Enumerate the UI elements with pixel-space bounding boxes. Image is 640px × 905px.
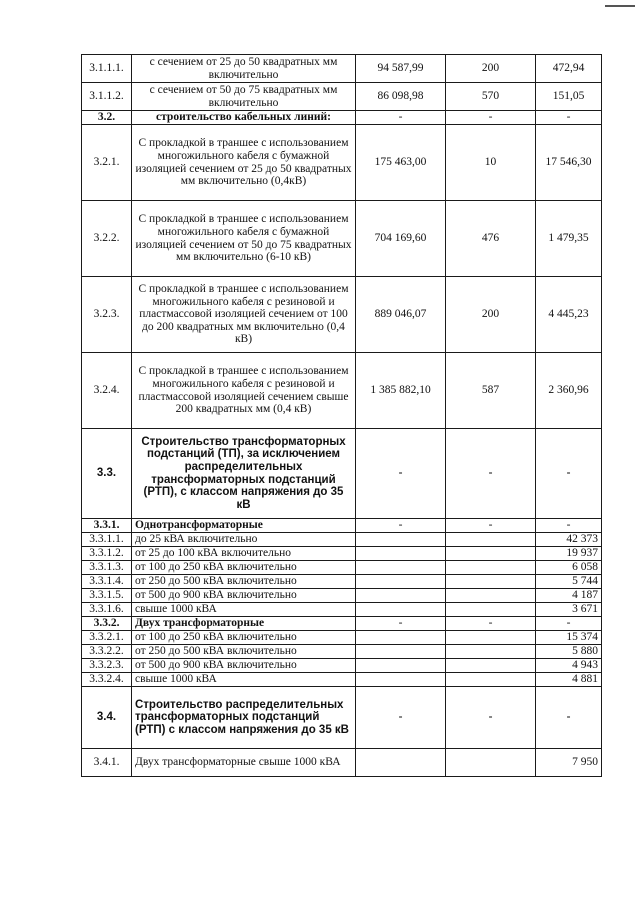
row-unit-rate: 5 880 [536, 645, 602, 659]
row-length: - [446, 617, 536, 631]
row-length [446, 533, 536, 547]
row-description: от 250 до 500 кВА включительно [132, 645, 356, 659]
table-row [82, 749, 602, 777]
row-id: 3.4.1. [82, 749, 132, 777]
row-length [446, 561, 536, 575]
row-description: Строительство трансформаторных подстанций (ТП), за исключением распределительных трансформаторных подстанций (РТП), с классом напряжения до 35 кВ [132, 429, 356, 519]
table-row [82, 519, 602, 533]
row-rate: 704 169,60 [356, 201, 446, 277]
row-description: от 500 до 900 кВА включительно [132, 659, 356, 673]
row-rate: 1 385 882,10 [356, 353, 446, 429]
table-row [82, 617, 602, 631]
row-id: 3.3.2.2. [82, 645, 132, 659]
row-unit-rate: - [536, 429, 602, 519]
row-description: свыше 1000 кВА [132, 673, 356, 687]
table-row [82, 687, 602, 749]
row-description: строительство кабельных линий: [132, 111, 356, 125]
row-length [446, 659, 536, 673]
row-length [446, 603, 536, 617]
row-rate [356, 533, 446, 547]
row-unit-rate: 4 187 [536, 589, 602, 603]
row-rate: - [356, 519, 446, 533]
row-rate: 94 587,99 [356, 55, 446, 83]
row-unit-rate: 17 546,30 [536, 125, 602, 201]
row-unit-rate: 4 445,23 [536, 277, 602, 353]
row-id: 3.3. [82, 429, 132, 519]
row-unit-rate: 42 373 [536, 533, 602, 547]
table-row [82, 83, 602, 111]
table-row [82, 125, 602, 201]
row-description: от 100 до 250 кВА включительно [132, 631, 356, 645]
row-rate: 86 098,98 [356, 83, 446, 111]
row-description: от 500 до 900 кВА включительно [132, 589, 356, 603]
row-description: С прокладкой в траншее с использованием многожильного кабеля с резиновой и пластмассовой изоляцией сечением свыше 200 квадратных мм (0,4 кВ) [132, 353, 356, 429]
row-length: 10 [446, 125, 536, 201]
row-unit-rate: - [536, 519, 602, 533]
row-length: 587 [446, 353, 536, 429]
row-id: 3.2.2. [82, 201, 132, 277]
row-unit-rate: 7 950 [536, 749, 602, 777]
table-row [82, 429, 602, 519]
row-length [446, 575, 536, 589]
row-id: 3.3.2. [82, 617, 132, 631]
row-rate: - [356, 429, 446, 519]
row-description: с сечением от 50 до 75 квадратных мм включительно [132, 83, 356, 111]
row-unit-rate: 5 744 [536, 575, 602, 589]
row-id: 3.3.1.5. [82, 589, 132, 603]
table-row [82, 561, 602, 575]
row-rate: - [356, 617, 446, 631]
row-unit-rate: 3 671 [536, 603, 602, 617]
row-unit-rate: 1 479,35 [536, 201, 602, 277]
row-description: С прокладкой в траншее с использованием многожильного кабеля с бумажной изоляцией сечением от 25 до 50 квадратных мм включительно (0,4кВ) [132, 125, 356, 201]
row-id: 3.3.1.1. [82, 533, 132, 547]
row-unit-rate: 4 943 [536, 659, 602, 673]
row-description: Строительство распределительных трансформаторных подстанций (РТП) с классом напряжения до 35 кВ [132, 687, 356, 749]
row-id: 3.3.1.2. [82, 547, 132, 561]
table-row [82, 111, 602, 125]
row-id: 3.3.1.6. [82, 603, 132, 617]
row-length: 476 [446, 201, 536, 277]
table-row [82, 55, 602, 83]
row-rate [356, 659, 446, 673]
row-unit-rate: 6 058 [536, 561, 602, 575]
table-row [82, 547, 602, 561]
row-id: 3.3.1.3. [82, 561, 132, 575]
row-unit-rate: 19 937 [536, 547, 602, 561]
row-rate [356, 645, 446, 659]
row-length: - [446, 687, 536, 749]
row-length [446, 631, 536, 645]
row-description: С прокладкой в траншее с использованием многожильного кабеля с бумажной изоляцией сечением от 50 до 75 квадратных мм включительно (6-10 кВ) [132, 201, 356, 277]
table-row [82, 575, 602, 589]
row-id: 3.2.4. [82, 353, 132, 429]
row-rate [356, 575, 446, 589]
row-id: 3.1.1.1. [82, 55, 132, 83]
row-length [446, 749, 536, 777]
row-description: от 25 до 100 кВА включительно [132, 547, 356, 561]
row-id: 3.3.2.4. [82, 673, 132, 687]
row-description: от 100 до 250 кВА включительно [132, 561, 356, 575]
table-row [82, 533, 602, 547]
table-row [82, 353, 602, 429]
tariff-table [81, 54, 602, 777]
row-id: 3.1.1.2. [82, 83, 132, 111]
row-unit-rate: 2 360,96 [536, 353, 602, 429]
table-row [82, 631, 602, 645]
row-length [446, 589, 536, 603]
row-id: 3.3.1.4. [82, 575, 132, 589]
table-row [82, 659, 602, 673]
row-rate [356, 603, 446, 617]
row-length: 200 [446, 55, 536, 83]
table-row [82, 277, 602, 353]
row-description: Двух трансформаторные [132, 617, 356, 631]
row-rate [356, 547, 446, 561]
row-rate [356, 589, 446, 603]
scan-mark [605, 5, 635, 7]
row-length: - [446, 519, 536, 533]
row-description: до 25 кВА включительно [132, 533, 356, 547]
row-description: от 250 до 500 кВА включительно [132, 575, 356, 589]
row-id: 3.2.1. [82, 125, 132, 201]
row-id: 3.4. [82, 687, 132, 749]
table-row [82, 673, 602, 687]
row-length: - [446, 429, 536, 519]
row-id: 3.3.1. [82, 519, 132, 533]
row-id: 3.3.2.1. [82, 631, 132, 645]
row-length [446, 547, 536, 561]
row-unit-rate: 15 374 [536, 631, 602, 645]
row-rate [356, 749, 446, 777]
row-description: Однотрансформаторные [132, 519, 356, 533]
table-row [82, 603, 602, 617]
row-id: 3.3.2.3. [82, 659, 132, 673]
row-rate: 889 046,07 [356, 277, 446, 353]
row-length [446, 645, 536, 659]
row-description: свыше 1000 кВА [132, 603, 356, 617]
row-rate: 175 463,00 [356, 125, 446, 201]
table-row [82, 645, 602, 659]
row-length [446, 673, 536, 687]
row-unit-rate: - [536, 687, 602, 749]
table-row [82, 589, 602, 603]
row-rate [356, 561, 446, 575]
row-unit-rate: 472,94 [536, 55, 602, 83]
row-id: 3.2.3. [82, 277, 132, 353]
table-row [82, 201, 602, 277]
row-rate: - [356, 687, 446, 749]
row-unit-rate: - [536, 111, 602, 125]
row-id: 3.2. [82, 111, 132, 125]
row-length: 200 [446, 277, 536, 353]
row-description: с сечением от 25 до 50 квадратных мм включительно [132, 55, 356, 83]
row-description: С прокладкой в траншее с использованием многожильного кабеля с резиновой и пластмассовой изоляцией сечением от 100 до 200 квадратных мм включительно (0,4 кВ) [132, 277, 356, 353]
row-rate [356, 631, 446, 645]
row-length: 570 [446, 83, 536, 111]
row-unit-rate: 151,05 [536, 83, 602, 111]
row-unit-rate: - [536, 617, 602, 631]
row-length: - [446, 111, 536, 125]
row-description: Двух трансформаторные свыше 1000 кВА [132, 749, 356, 777]
row-unit-rate: 4 881 [536, 673, 602, 687]
row-rate: - [356, 111, 446, 125]
row-rate [356, 673, 446, 687]
